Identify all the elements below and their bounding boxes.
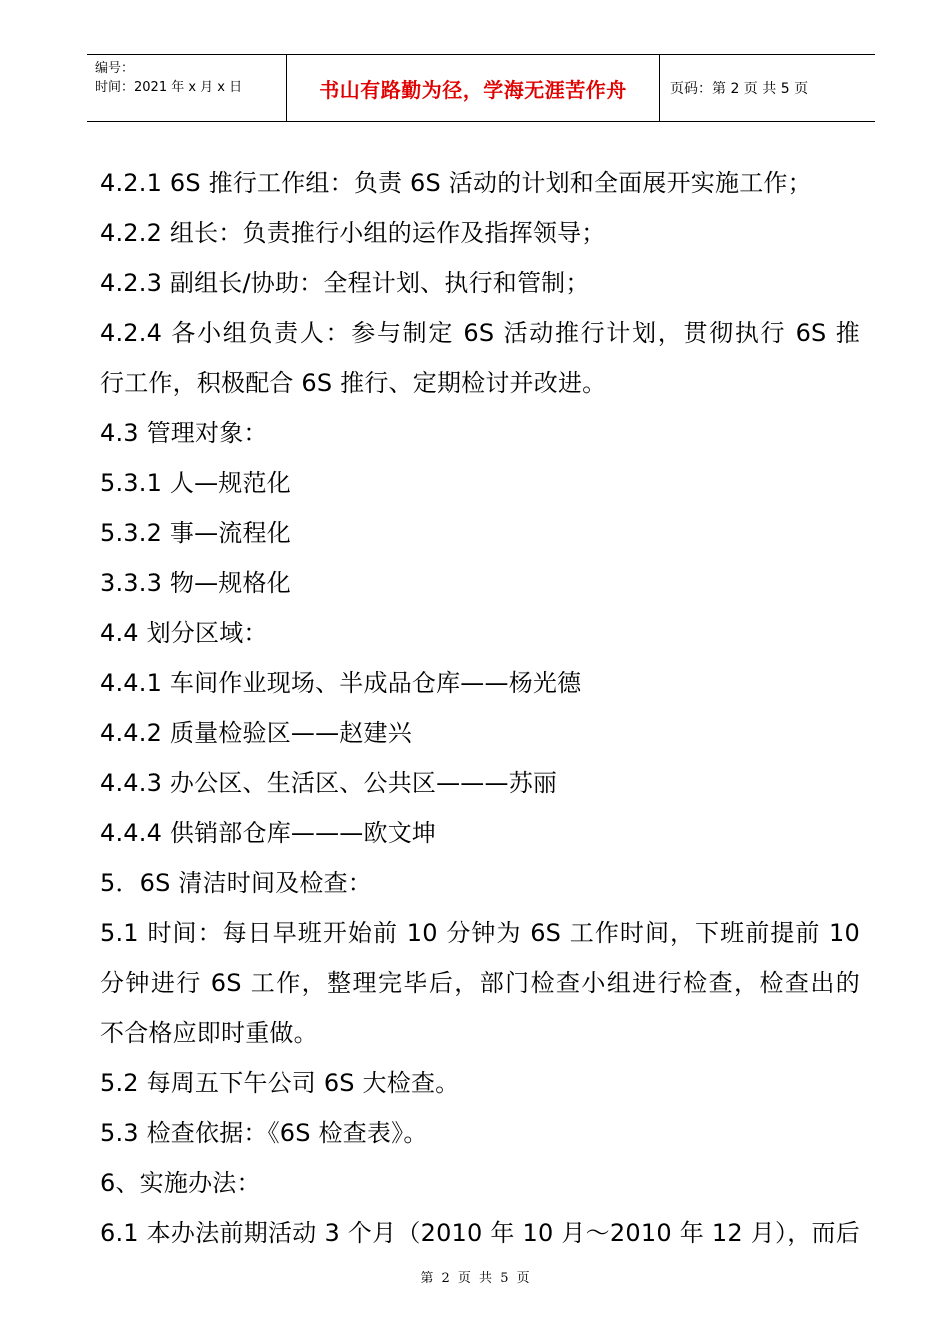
text-line: 5.1 时间：每日早班开始前 10 分钟为 6S 工作时间，下班前提前 10 (100, 919, 860, 947)
doc-time-label: 时间：2021 年 x 月 x 日 (95, 80, 243, 95)
text-line: 5.3.1 人—规范化 (100, 469, 291, 497)
text-line: 4.4.1 车间作业现场、半成品仓库——杨光德 (100, 669, 582, 697)
text-line: 分钟进行 6S 工作，整理完毕后，部门检查小组进行检查，检查出的 (100, 969, 860, 997)
header-page-info: 页码：第 2 页 共 5 页 (670, 81, 809, 97)
document-body (100, 158, 860, 1258)
page-header (87, 54, 875, 122)
text-line: 5.3.2 事—流程化 (100, 519, 291, 547)
text-line: 4.4.3 办公区、生活区、公共区———苏丽 (100, 769, 558, 797)
text-line: 4.3 管理对象： (100, 419, 268, 447)
text-line: 不合格应即时重做。 (100, 1019, 318, 1047)
text-line: 5.3 检查依据：《6S 检查表》。 (100, 1119, 428, 1147)
text-line: 4.2.1 6S 推行工作组：负责 6S 活动的计划和全面展开实施工作； (100, 169, 812, 197)
text-line: 6.1 本办法前期活动 3 个月（2010 年 10 月～2010 年 12 月），而后 (100, 1219, 860, 1247)
header-meta (87, 55, 287, 121)
doc-number-label: 编号： (95, 61, 135, 76)
text-line: 4.4.4 供销部仓库———欧文坤 (100, 819, 437, 847)
text-line: 3.3.3 物—规格化 (100, 569, 291, 597)
page-footer: 第 2 页 共 5 页 (420, 1271, 530, 1286)
text-line: 6、实施办法： (100, 1169, 261, 1197)
text-line: 4.4.2 质量检验区——赵建兴 (100, 719, 412, 747)
header-motto: 书山有路勤为径，学海无涯苦作舟 (287, 55, 660, 121)
text-line: 4.4 划分区域： (100, 619, 268, 647)
text-line: 行工作，积极配合 6S 推行、定期检讨并改进。 (100, 369, 607, 397)
text-line: 4.2.2 组长：负责推行小组的运作及指挥领导； (100, 219, 606, 247)
text-line: 4.2.3 副组长/协助：全程计划、执行和管制； (100, 269, 590, 297)
text-line: 5．6S 清洁时间及检查： (100, 869, 373, 897)
text-line: 4.2.4 各小组负责人：参与制定 6S 活动推行计划，贯彻执行 6S 推 (100, 319, 860, 347)
text-line: 5.2 每周五下午公司 6S 大检查。 (100, 1069, 460, 1097)
